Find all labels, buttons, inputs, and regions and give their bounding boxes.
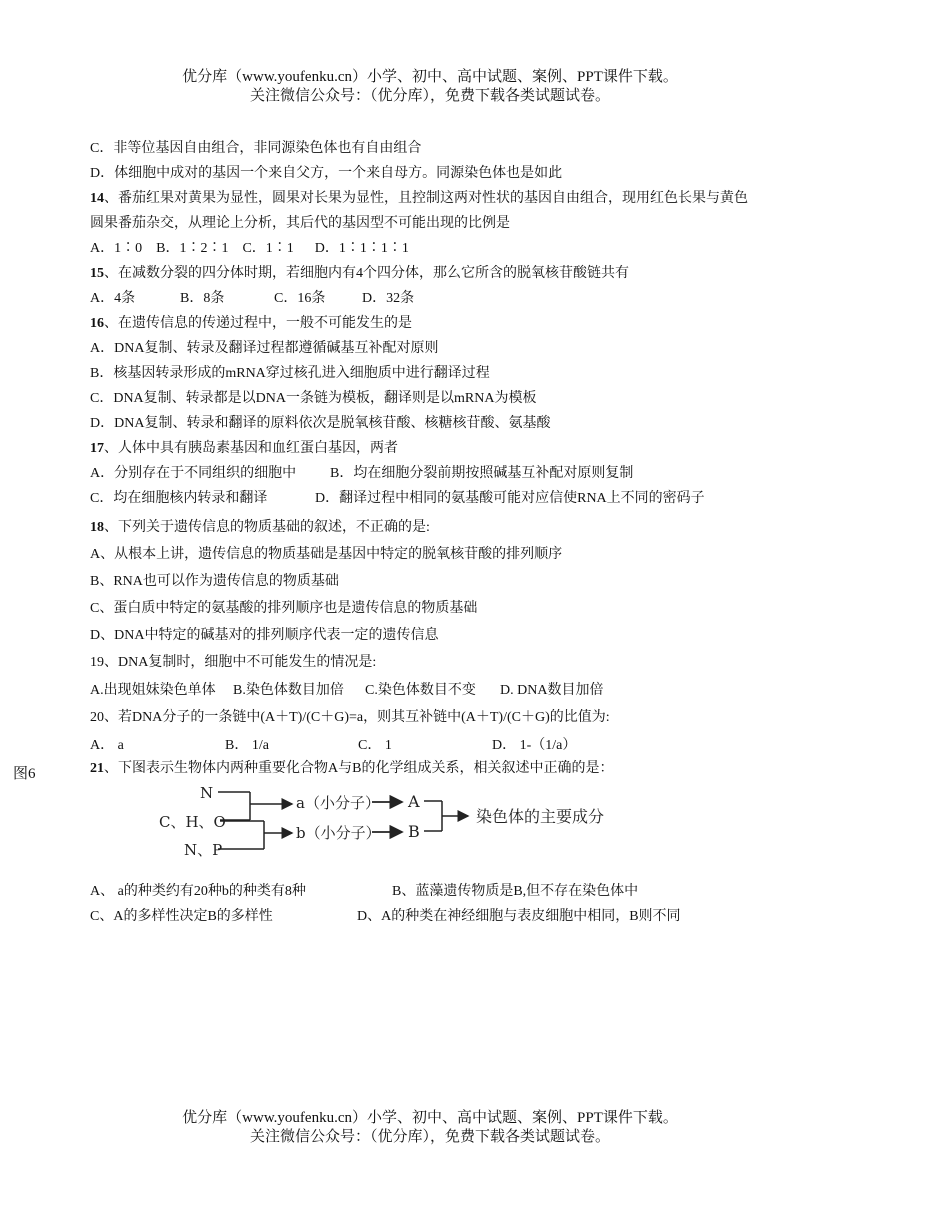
q18-option-d: D、DNA中特定的碱基对的排列顺序代表一定的遗传信息	[90, 628, 439, 643]
bracket-a	[218, 792, 292, 820]
q20-option-d: D． 1-（1/a）	[492, 738, 577, 753]
diagram-big-a: A	[408, 792, 420, 811]
q20-option-a: A． a	[90, 738, 124, 753]
diagram-a-small: a（小分子）	[296, 794, 380, 812]
q14-number: 14	[90, 191, 104, 206]
bracket-ab	[424, 801, 468, 831]
q19-stem: 19、DNA复制时，细胞中不可能发生的情况是:	[90, 655, 377, 670]
q13-option-d: D．体细胞中成对的基因一个来自父方，一个来自母方。同源染色体也是如此	[90, 166, 563, 181]
q15-stem-text: 、在减数分裂的四分体时期，若细胞内有4个四分体，那么它所含的脱氧核苷酸链共有	[104, 266, 629, 281]
q18-option-b: B、RNA也可以作为遗传信息的物质基础	[90, 574, 339, 589]
q16-option-c: C．DNA复制、转录都是以DNA一条链为模板，翻译则是以mRNA为模板	[90, 391, 537, 406]
bracket-b	[218, 821, 292, 849]
q18-number: 18	[90, 520, 104, 535]
q21-option-b: B、蓝藻遗传物质是B,但不存在染色体中	[392, 884, 639, 899]
q14-stem-line-1	[90, 190, 748, 208]
q20-option-b: B． 1/a	[225, 738, 269, 753]
q21-number: 21	[90, 761, 104, 776]
q14-options: A．1∶0 B．1∶2∶1 C．1∶1 D．1∶1∶1∶1	[90, 241, 409, 256]
q21-option-a: A、 a的种类约有20种b的种类有8种	[90, 884, 306, 899]
q18-stem	[90, 519, 430, 537]
q21-option-c: C、A的多样性决定B的多样性	[90, 909, 273, 924]
q19-option-a: A.出现姐妹染色单体	[90, 683, 216, 698]
q16-option-a: A．DNA复制、转录及翻译过程都遵循碱基互补配对原则	[90, 341, 439, 356]
figure-label: 图6	[13, 766, 36, 782]
footer-line-2: 关注微信公众号：（优分库），免费下载各类试题试卷。	[249, 1129, 610, 1145]
diagram-cho-label: C、H、O	[159, 813, 226, 831]
q17-option-d: D．翻译过程中相同的氨基酸可能对应信使RNA上不同的密码子	[315, 491, 705, 506]
q15-number: 15	[90, 266, 104, 281]
q15-option-c: C．16条	[274, 291, 326, 306]
q16-stem	[90, 315, 412, 333]
q21-option-d: D、A的种类在神经细胞与表皮细胞中相同，B则不同	[357, 909, 681, 924]
q17-option-b: B．均在细胞分裂前期按照碱基互补配对原则复制	[330, 466, 634, 481]
q18-option-c: C、蛋白质中特定的氨基酸的排列顺序也是遗传信息的物质基础	[90, 601, 478, 616]
q19-option-d: D. DNA数目加倍	[500, 683, 604, 698]
q21-stem	[90, 760, 613, 778]
page-footer	[0, 1109, 860, 1147]
diagram-b-small: b（小分子）	[296, 824, 381, 842]
q14-stem-line-2: 圆果番茄杂交，从理论上分析，其后代的基因型不可能出现的比例是	[90, 216, 510, 231]
q15-option-b: B．8条	[180, 291, 225, 306]
q16-number: 16	[90, 316, 104, 331]
q13-option-c: C．非等位基因自由组合，非同源染色体也有自由组合	[90, 141, 422, 156]
diagram-result: 染色体的主要成分	[476, 807, 605, 826]
q17-stem-text: 、人体中具有胰岛素基因和血红蛋白基因，两者	[104, 441, 398, 456]
q17-number: 17	[90, 441, 104, 456]
q18-stem-text: 、下列关于遗传信息的物质基础的叙述，不正确的是:	[104, 520, 430, 535]
q15-option-a: A．4条	[90, 291, 136, 306]
footer-line-1: 优分库（www.youfenku.cn）小学、初中、高中试题、案例、PPT课件下载。	[182, 1110, 678, 1126]
q21-diagram	[150, 778, 610, 868]
diagram-np-label: N、P	[184, 841, 223, 859]
q15-stem	[90, 265, 629, 283]
q17-stem	[90, 440, 398, 458]
q14-stem-text: 、番茄红果对黄果为显性，圆果对长果为显性，且控制这两对性状的基因自由组合，现用红色长果与黄色	[104, 191, 748, 206]
q19-option-c: C.染色体数目不变	[365, 683, 476, 698]
header-line-2: 关注微信公众号：（优分库），免费下载各类试题试卷。	[249, 88, 610, 104]
diagram-n-label: N	[200, 784, 214, 802]
diagram-big-b: B	[408, 822, 420, 841]
q19-option-b: B.染色体数目加倍	[233, 683, 344, 698]
q20-stem: 20、若DNA分子的一条链中(A＋T)/(C＋G)=a，则其互补链中(A＋T)/(C＋G)的比值为:	[90, 710, 610, 725]
q16-stem-text: 、在遗传信息的传递过程中，一般不可能发生的是	[104, 316, 412, 331]
q15-option-d: D．32条	[362, 291, 415, 306]
q16-option-b: B．核基因转录形成的mRNA穿过核孔进入细胞质中进行翻译过程	[90, 366, 490, 381]
q16-option-d: D．DNA复制、转录和翻译的原料依次是脱氧核苷酸、核糖核苷酸、氨基酸	[90, 416, 551, 431]
page-header	[0, 68, 860, 106]
q20-option-c: C． 1	[358, 738, 392, 753]
q17-option-c: C．均在细胞核内转录和翻译	[90, 491, 268, 506]
header-line-1: 优分库（www.youfenku.cn）小学、初中、高中试题、案例、PPT课件下载。	[182, 69, 678, 85]
q18-option-a: A、从根本上讲，遗传信息的物质基础是基因中特定的脱氧核苷酸的排列顺序	[90, 547, 563, 562]
q17-option-a: A．分别存在于不同组织的细胞中	[90, 466, 297, 481]
q21-stem-text: 、下图表示生物体内两种重要化合物A与B的化学组成关系，相关叙述中正确的是：	[104, 761, 614, 776]
